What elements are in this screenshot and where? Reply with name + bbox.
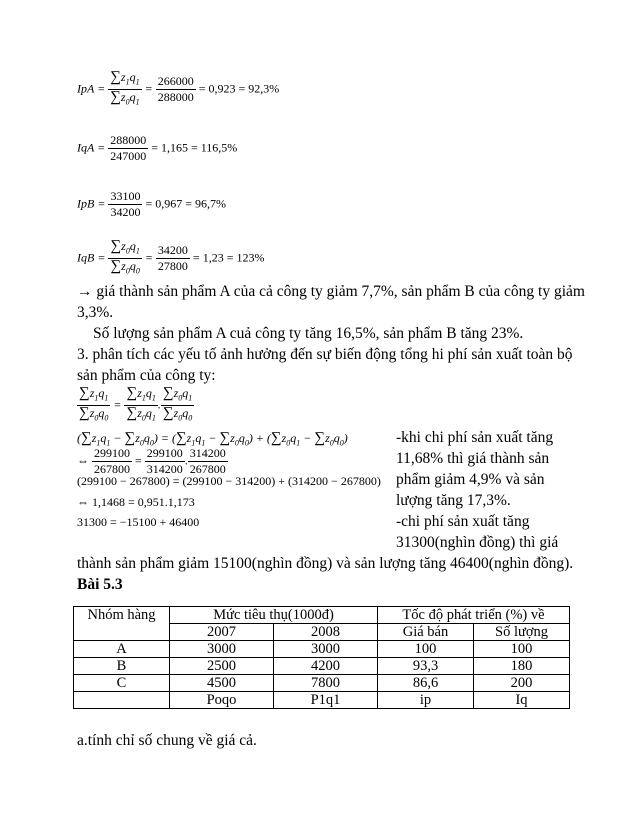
table-cell: 200 bbox=[474, 675, 570, 692]
equation-absolute-change: $(\sum z_1q_1 - \sum z_0q_0) = (\sum z_1q_1 - \sum z_0q_0) + (\sum z_0q_1 - \sum z_0q_0)$ bbox=[77, 430, 348, 448]
formula-result: = 1,23 = 123% bbox=[192, 250, 265, 265]
table-cell: Iq bbox=[474, 692, 570, 709]
table-cell: 4500 bbox=[170, 675, 274, 692]
table-cell: ip bbox=[378, 692, 474, 709]
equation-absolute-values: (299100 − 267800) = (299100 − 314200) + (314200 − 267800) bbox=[77, 474, 381, 488]
table-cell: C bbox=[74, 675, 170, 692]
table-cell: 4200 bbox=[274, 658, 378, 675]
table-cell: B bbox=[74, 658, 170, 675]
formula-result: = 1,165 = 116,5% bbox=[151, 140, 238, 155]
table-cell: 2500 bbox=[170, 658, 274, 675]
section-heading-3-cont: sản phẩm của công ty: bbox=[77, 367, 216, 384]
table-cell: 180 bbox=[474, 658, 570, 675]
side-note-line: -khi chi phí sản xuất tăng bbox=[396, 429, 554, 446]
table-header-cell: Nhóm hàng bbox=[74, 607, 170, 641]
table-cell: Poqo bbox=[170, 692, 274, 709]
side-note-line: lượng tăng 17,3%. bbox=[396, 492, 511, 509]
side-note-line: phẩm giảm 4,9% và sản bbox=[396, 471, 545, 488]
formula-ipb: IpB = $\frac{33100}{34200}$ = 0,967 = 96,7% bbox=[77, 189, 226, 219]
section-heading-3: 3. phân tích các yếu tố ảnh hưởng đến sự biến động tổng hi phí sản xuất toàn bộ bbox=[77, 346, 573, 363]
table-row bbox=[74, 641, 570, 658]
table-header-row bbox=[74, 607, 570, 624]
formula-fraction: $\frac{\sum z_0q_1}{\sum z_0q_0}$ bbox=[110, 238, 140, 276]
table-cell: 7800 bbox=[274, 675, 378, 692]
table-header-cell: Giá bán bbox=[378, 624, 474, 641]
table-cell: 100 bbox=[378, 641, 474, 658]
exercise-title: Bài 5.3 bbox=[77, 576, 123, 593]
equation-absolute-result: 31300 = −15100 + 46400 bbox=[77, 515, 200, 529]
table-cell: 86,6 bbox=[378, 675, 474, 692]
formula-value-fraction: $\frac{33100}{34200}$ bbox=[110, 189, 141, 219]
analysis-conclusion: thành sản phẩm giảm 15100(nghìn đồng) và sản lượng tăng 46400(nghìn đồng). bbox=[77, 555, 574, 572]
table-header-cell: Mức tiêu thụ(1000đ) bbox=[170, 607, 378, 624]
formula-ipa: IpA = $\frac{\sum z_1q_1}{\sum z_0q_1}$ = $\frac{266000}{288000}$ = 0,923 = 92,3% bbox=[77, 70, 279, 110]
side-note-line: 31300(nghìn đồng) thì giá bbox=[396, 534, 559, 551]
table-cell: 93,3 bbox=[378, 658, 474, 675]
table-header-cell: 2007 bbox=[170, 624, 274, 641]
table-row bbox=[74, 658, 570, 675]
table-header-cell: 2008 bbox=[274, 624, 378, 641]
formula-value-fraction: $\frac{288000}{247000}$ bbox=[110, 133, 147, 163]
table-cell: P1q1 bbox=[274, 692, 378, 709]
equation-index-system: $\frac{\sum z_1q_1}{\sum z_0q_0}$ = $\frac{\sum z_1q_1}{\sum z_0q_1}$ . $\frac{\sum z_0q_1}{\sum z_0q_0}$ bbox=[79, 385, 193, 423]
table-cell: 100 bbox=[474, 641, 570, 658]
formula-value-fraction: $\frac{34200}{27800}$ bbox=[157, 243, 188, 274]
formula-lhs: IpB bbox=[77, 196, 95, 211]
equation-relative-values: ⇔ $\frac{299100}{267800}$ = $\frac{299100}{314200}$ . $\frac{314200}{267800}$ bbox=[77, 446, 226, 476]
formula-fraction: $\frac{\sum z_1q_1}{\sum z_0q_1}$ bbox=[110, 69, 140, 107]
equation-relative-result: ⇔ 1,1468 = 0,951.1,173 bbox=[77, 495, 195, 509]
question-a: a.tính chỉ số chung về giá cả. bbox=[77, 732, 257, 749]
table-header-cell: Số lượng bbox=[474, 624, 570, 641]
formula-iqb: IqB = $\frac{\sum z_0q_1}{\sum z_0q_0}$ = $\frac{34200}{27800}$ = 1,23 = 123% bbox=[77, 239, 264, 279]
formula-value-fraction: $\frac{266000}{288000}$ bbox=[157, 74, 194, 105]
table-cell: A bbox=[74, 641, 170, 658]
side-note-line: 11,68% thì giá thành sản bbox=[396, 450, 550, 467]
formula-iqa: IqA = $\frac{288000}{247000}$ = 1,165 = 116,5% bbox=[77, 133, 238, 163]
side-note-line: -chi phí sản xuất tăng bbox=[396, 513, 530, 530]
table-cell: 3000 bbox=[170, 641, 274, 658]
table-header-cell: Tốc độ phát triển (%) về bbox=[378, 607, 570, 624]
table-cell: 3000 bbox=[274, 641, 378, 658]
table-row bbox=[74, 692, 570, 709]
formula-lhs: IpA bbox=[77, 81, 95, 96]
data-table bbox=[73, 606, 570, 709]
conclusion-quantity: Số lượng sản phẩm A cuả công ty tăng 16,5%, sản phẩm B tăng 23%. bbox=[93, 325, 524, 342]
formula-lhs: IqB bbox=[77, 250, 95, 265]
formula-result: = 0,967 = 96,7% bbox=[145, 196, 226, 211]
formula-result: = 0,923 = 92,3% bbox=[198, 81, 280, 96]
table-row bbox=[74, 675, 570, 692]
conclusion-price-cont: 3,3%. bbox=[77, 304, 114, 321]
formula-lhs: IqA bbox=[77, 140, 95, 155]
table-cell bbox=[74, 692, 170, 709]
conclusion-price: → giá thành sản phẩm A của cả công ty giảm 7,7%, sản phẩm B của công ty giảm bbox=[77, 283, 585, 300]
